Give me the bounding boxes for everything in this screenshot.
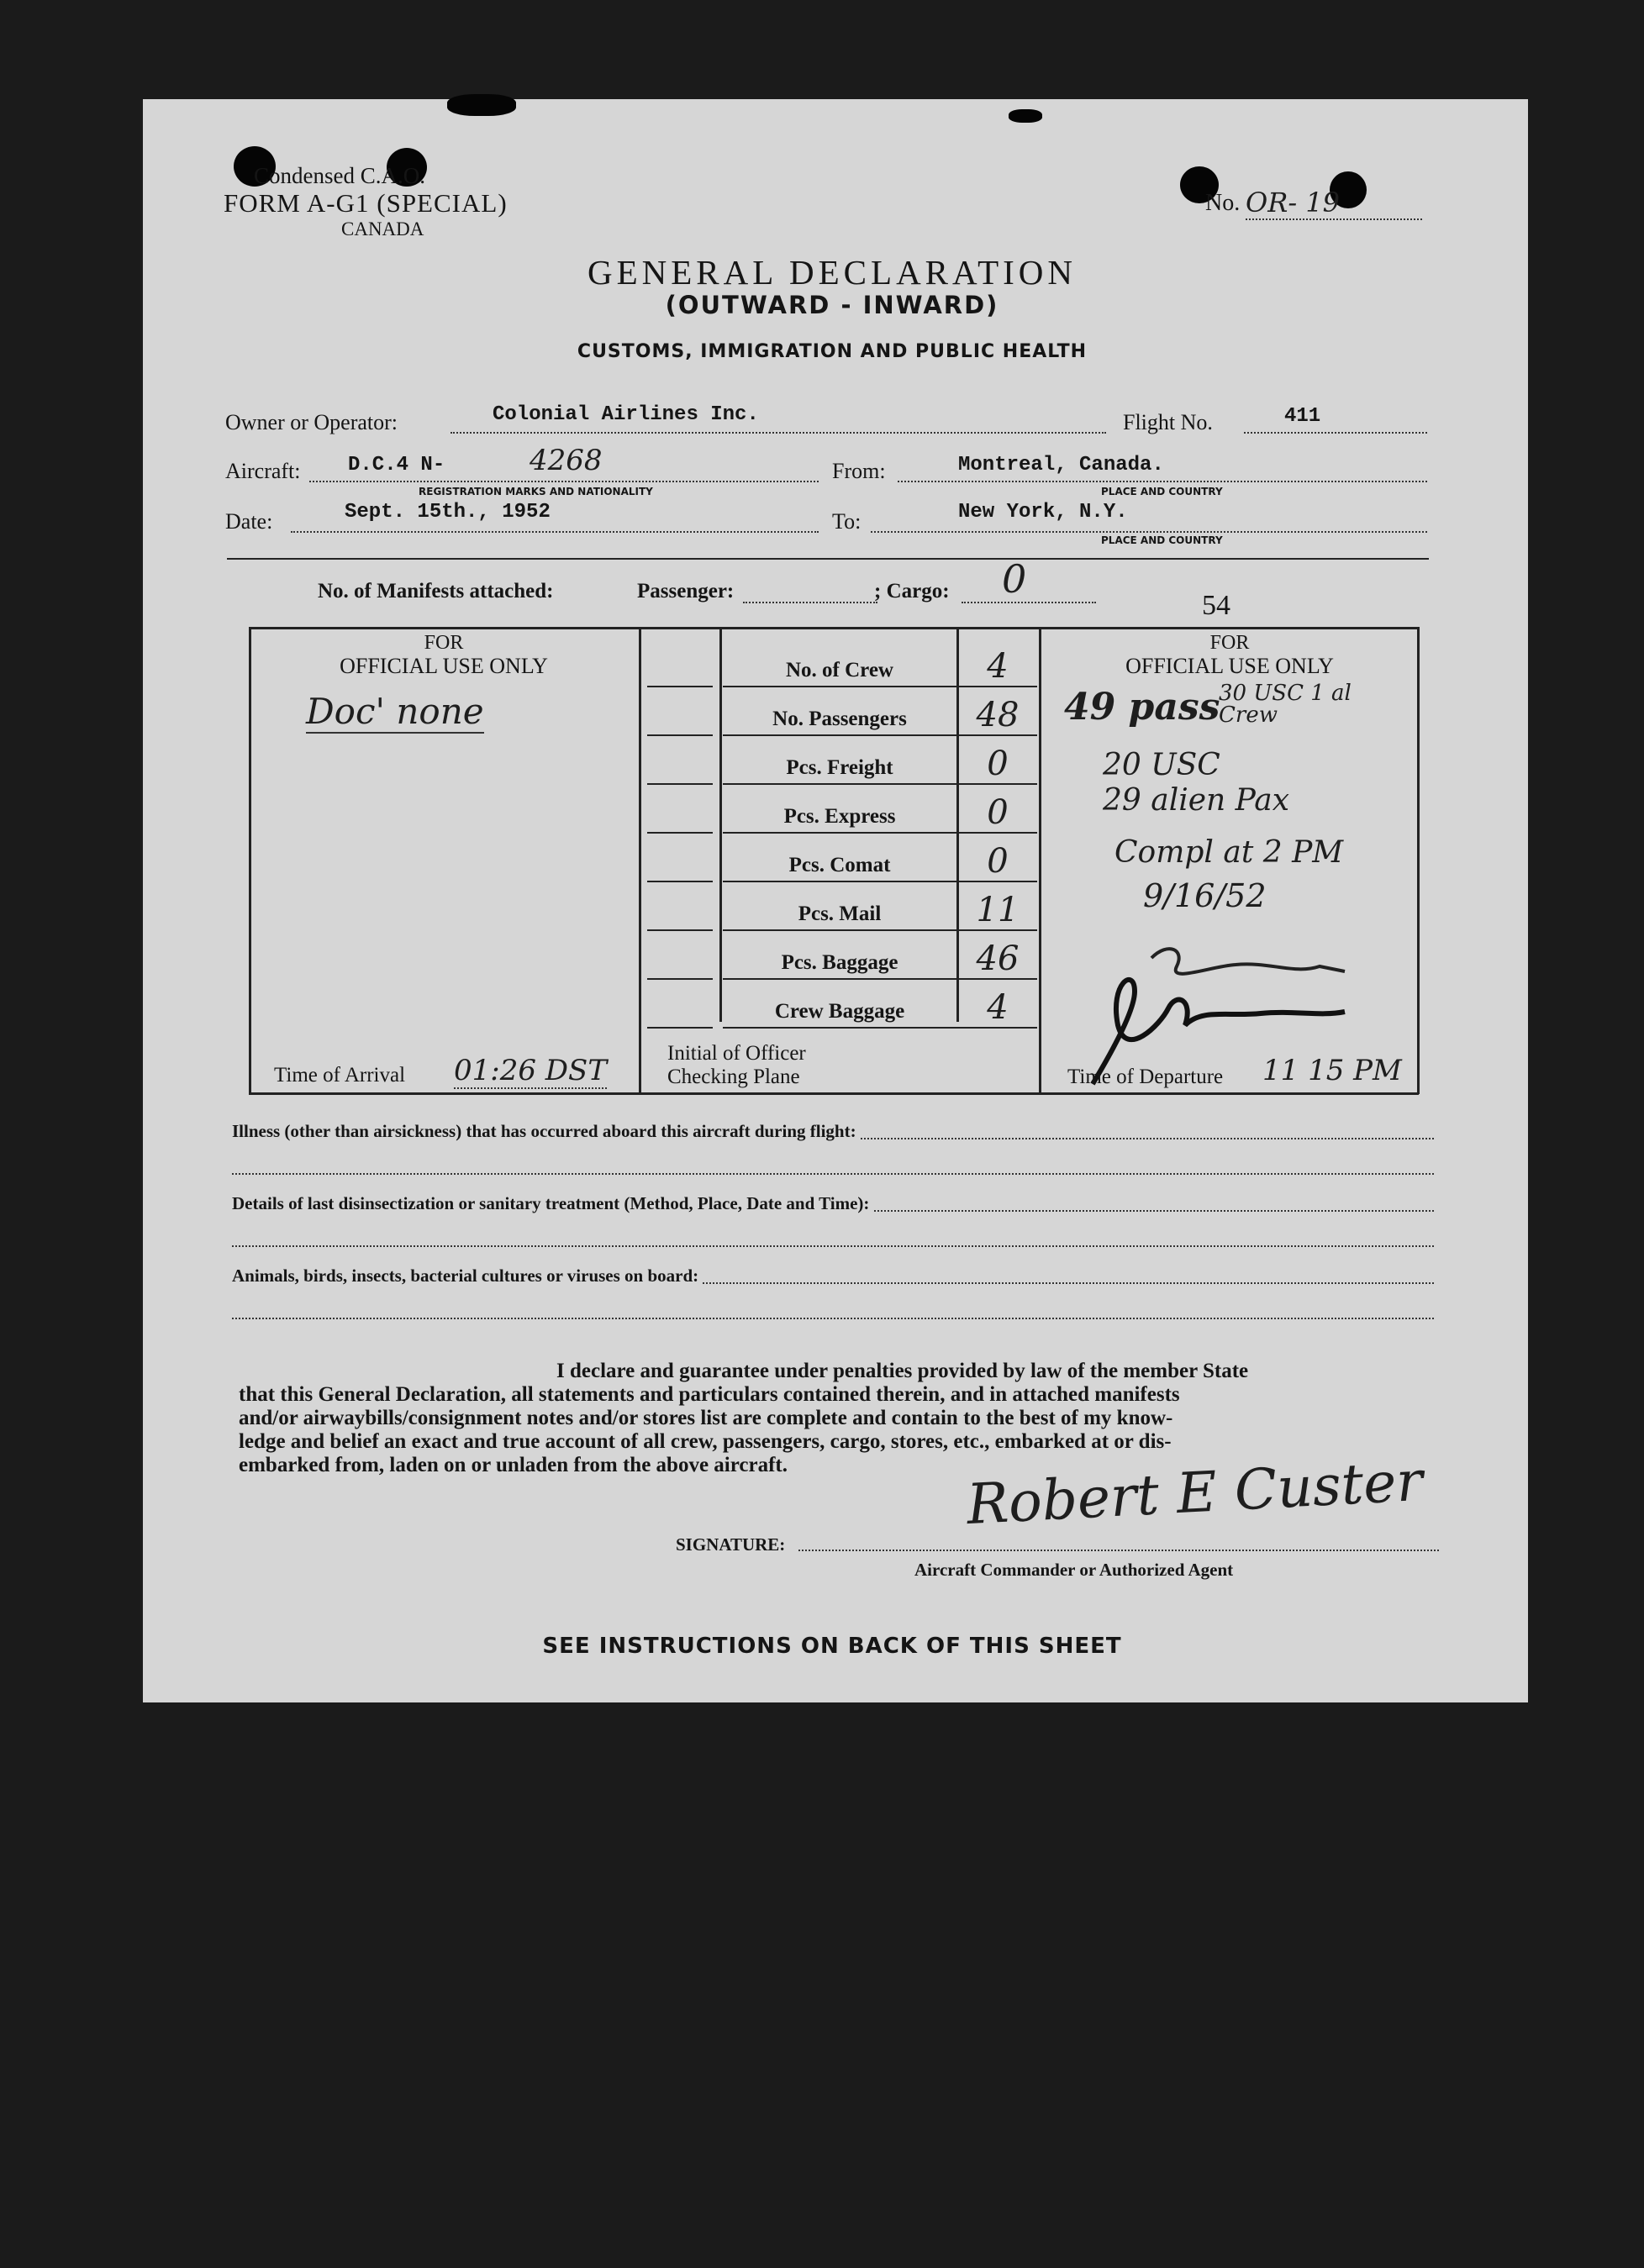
- table-row-initial-rule: [647, 783, 713, 785]
- table-bottom-border: [249, 1092, 1419, 1095]
- aircraft-value: D.C.4 N-: [348, 454, 445, 476]
- table-row-label: Pcs. Comat: [788, 854, 891, 876]
- right-official-head-for: FOR: [1209, 632, 1250, 654]
- departure-value: 11 15 PM: [1262, 1054, 1402, 1087]
- table-top-border: [249, 627, 1419, 629]
- table-row-rule: [723, 783, 1037, 785]
- right-note-date: 9/16/52: [1143, 877, 1267, 914]
- from-label: From:: [832, 459, 886, 483]
- table-row-rule: [723, 734, 1037, 736]
- table-row-initial-rule: [647, 686, 713, 687]
- signature-caption: Aircraft Commander or Authorized Agent: [914, 1560, 1234, 1580]
- table-row-initial-rule: [647, 832, 713, 834]
- table-divider-left: [639, 627, 641, 1094]
- table-row-rule: [723, 1027, 1037, 1029]
- section-divider: [227, 558, 1429, 560]
- table-row-rule: [723, 832, 1037, 834]
- flight-line: [1244, 420, 1427, 434]
- right-note-complete: Compl at 2 PM: [1114, 835, 1344, 870]
- signature-label: SIGNATURE:: [676, 1534, 786, 1555]
- owner-value: Colonial Airlines Inc.: [493, 403, 759, 426]
- cargo-manifest-line: [962, 593, 1096, 603]
- to-place-caption: PLACE AND COUNTRY: [1101, 534, 1223, 546]
- table-row-rule: [723, 978, 1037, 980]
- illness-line-2: [232, 1171, 1434, 1175]
- table-row-value: 46: [976, 939, 1020, 978]
- aircraft-label: Aircraft:: [225, 459, 301, 483]
- flight-label: Flight No.: [1123, 410, 1213, 434]
- table-row-value: 0: [987, 793, 1009, 832]
- table-row-label: No. of Crew: [786, 659, 893, 681]
- table-row-label: Crew Baggage: [774, 1000, 905, 1023]
- form-subtitle: (OUTWARD - INWARD): [665, 291, 999, 319]
- table-row-initial-rule: [647, 881, 713, 882]
- table-row-label: Pcs. Express: [783, 805, 896, 828]
- table-divider-right: [1039, 627, 1041, 1094]
- officer-initial-label: Initial of Officer: [667, 1042, 806, 1065]
- paper-damage-mark: [1009, 109, 1042, 123]
- right-note-crew: 30 USC 1 al Crew: [1219, 681, 1352, 728]
- date-label: Date:: [225, 509, 273, 534]
- animals-label: Animals, birds, insects, bacterial cultures or viruses on board:: [232, 1266, 702, 1287]
- manifests-label: No. of Manifests attached:: [318, 580, 554, 603]
- left-official-note: Doc' none: [306, 691, 484, 732]
- table-row-value: 48: [976, 696, 1020, 734]
- declaration-line-1: I declare and guarantee under penalties provided by law of the member State: [556, 1360, 1249, 1382]
- date-value: Sept. 15th., 1952: [345, 501, 551, 524]
- form-no-value: OR- 19: [1246, 187, 1422, 220]
- arrival-label: Time of Arrival: [274, 1064, 406, 1087]
- table-row-initial-rule: [647, 929, 713, 931]
- table-row-rule: [723, 929, 1037, 931]
- flight-value: 411: [1284, 405, 1321, 428]
- arrival-value: 01:26 DST: [454, 1054, 608, 1087]
- aircraft-registration-handwritten: 4268: [530, 444, 603, 477]
- cargo-manifest-value: 0: [1002, 556, 1027, 602]
- owner-label: Owner or Operator:: [225, 410, 398, 434]
- table-row-rule: [723, 686, 1037, 687]
- table-right-border: [1417, 627, 1420, 1094]
- form-no-label: No.: [1205, 190, 1241, 216]
- left-official-head-for: FOR: [424, 632, 464, 654]
- table-row-value: 4: [987, 988, 1009, 1027]
- form-number: FORM A-G1 (SPECIAL): [224, 188, 508, 218]
- from-place-caption: PLACE AND COUNTRY: [1101, 486, 1223, 497]
- instructions-footer: SEE INSTRUCTIONS ON BACK OF THIS SHEET: [542, 1634, 1122, 1659]
- to-line: [871, 521, 1427, 533]
- cargo-manifest-label: ; Cargo:: [874, 580, 950, 603]
- from-value: Montreal, Canada.: [958, 454, 1164, 476]
- paper-damage-mark: [447, 94, 516, 116]
- departure-label: Time of Departure: [1067, 1066, 1224, 1088]
- to-value: New York, N.Y.: [958, 501, 1128, 524]
- manifest-note-number: 54: [1202, 590, 1230, 621]
- left-official-head: OFFICIAL USE ONLY: [340, 654, 548, 678]
- to-label: To:: [832, 509, 862, 534]
- right-note-alien: 29 alien Pax: [1103, 783, 1290, 818]
- table-left-border: [249, 627, 251, 1094]
- condensed-label: Condensed C.A.O.: [254, 163, 425, 188]
- table-row-label: Pcs. Baggage: [781, 951, 898, 974]
- declaration-line-4: ledge and belief an exact and true account of all crew, passengers, cargo, stores, etc., embarked at or dis-: [239, 1430, 1172, 1453]
- officer-checking-label: Checking Plane: [667, 1066, 800, 1088]
- table-row-initial-rule: [647, 1027, 713, 1029]
- right-official-head: OFFICIAL USE ONLY: [1125, 654, 1334, 678]
- form-title: GENERAL DECLARATION: [587, 253, 1077, 292]
- table-row-initial-rule: [647, 734, 713, 736]
- table-row-rule: [723, 881, 1037, 882]
- passenger-manifest-label: Passenger:: [637, 580, 735, 603]
- declaration-line-2: that this General Declaration, all statements and particulars contained therein, and in attached manifests: [239, 1383, 1180, 1406]
- table-row-label: Pcs. Freight: [786, 756, 893, 779]
- country-label: CANADA: [341, 218, 424, 239]
- registration-caption: REGISTRATION MARKS AND NATIONALITY: [419, 486, 653, 497]
- right-note-passengers: 49 pass: [1064, 686, 1220, 729]
- table-row-value: 11: [976, 891, 1020, 929]
- right-note-usc: 20 USC: [1103, 748, 1220, 782]
- table-row-initial-rule: [647, 978, 713, 980]
- disinsectization-label: Details of last disinsectization or sanitary treatment (Method, Place, Date and Time):: [232, 1193, 872, 1214]
- customs-heading: CUSTOMS, IMMIGRATION AND PUBLIC HEALTH: [577, 341, 1088, 362]
- table-label-divider: [719, 627, 722, 1022]
- passenger-manifest-line: [743, 593, 877, 603]
- disinsectization-line-2: [232, 1244, 1434, 1247]
- table-row-value: 0: [987, 745, 1009, 783]
- signature-value: Robert E Custer: [965, 1448, 1425, 1538]
- animals-line-2: [232, 1316, 1434, 1319]
- signature-line: [798, 1548, 1439, 1551]
- table-row-value: 0: [987, 842, 1009, 881]
- table-row-label: No. Passengers: [772, 708, 907, 730]
- declaration-line-5: embarked from, laden on or unladen from the above aircraft.: [239, 1454, 788, 1476]
- declaration-line-3: and/or airwaybills/consignment notes and/or stores list are complete and contain to the best of my know-: [239, 1407, 1173, 1429]
- table-row-value: 4: [987, 647, 1009, 686]
- table-row-label: Pcs. Mail: [798, 902, 882, 925]
- illness-label: Illness (other than airsickness) that has occurred aboard this aircraft during flight:: [232, 1121, 860, 1142]
